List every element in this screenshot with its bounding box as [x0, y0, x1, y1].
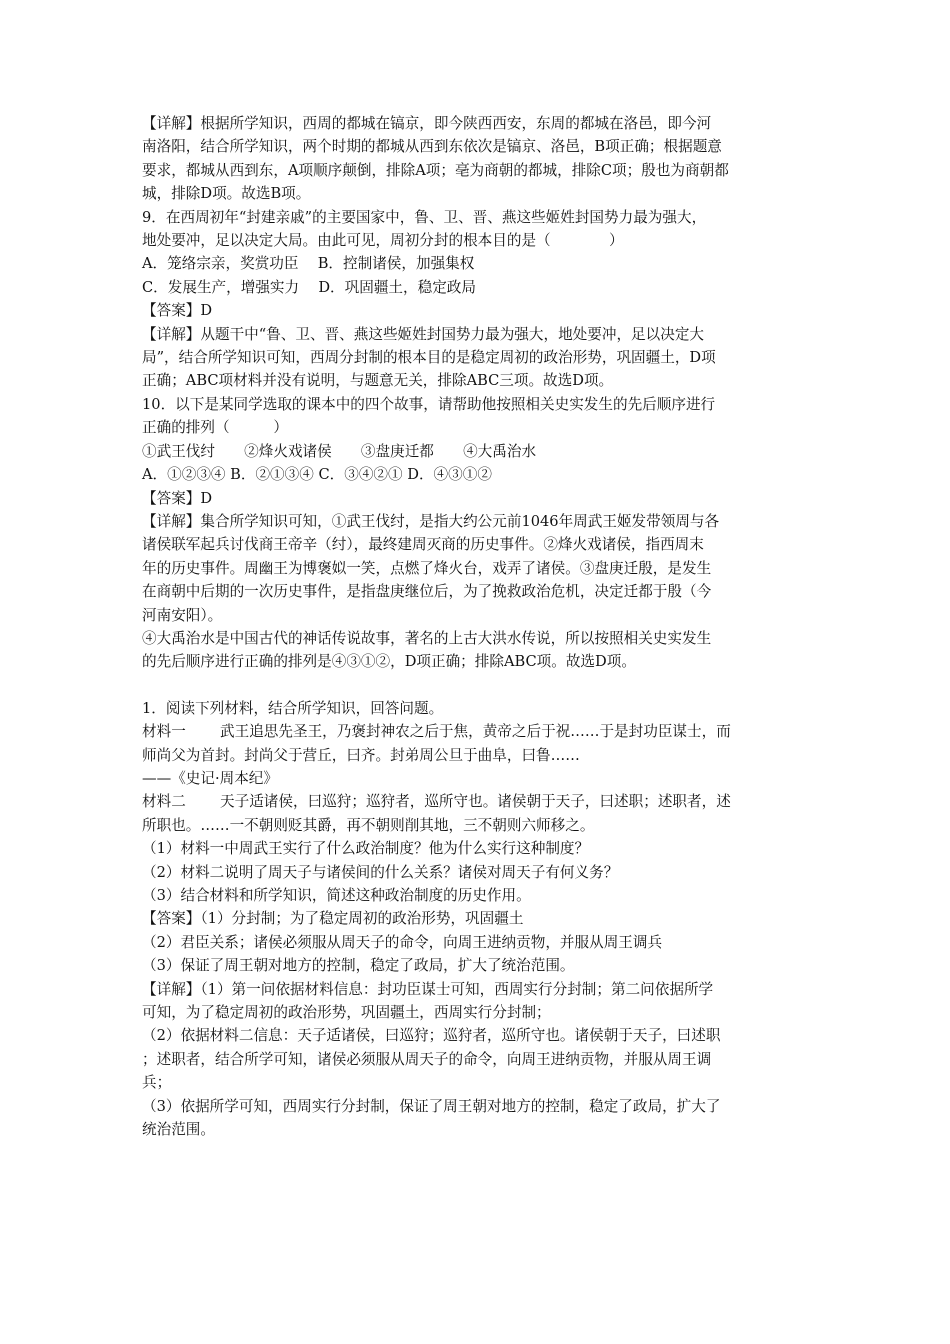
detail-line: ；述职者，结合所学可知，诸侯必须服从周天子的命令，向周王进纳贡物，并服从周王调: [142, 1050, 712, 1068]
material-1-source: ——《史记·周本纪》: [142, 769, 278, 787]
material-2-line: [142, 790, 822, 813]
answer-line: 【答案】D: [142, 302, 213, 320]
material-2-label: 材料二: [142, 793, 186, 811]
detail-line: 【详解】（1）第一问依据材料信息：封功臣谋士可知，西周实行分封制；第二问依据所学: [142, 980, 714, 998]
sub-question: （2）材料二说明了周天子与诸侯间的什么关系？诸侯对周天子有何义务？: [142, 863, 619, 881]
detail-line: 年的历史事件。周幽王为博褒姒一笑，点燃了烽火台，戏弄了诸侯。③盘庚迁殷，是发生: [142, 559, 712, 577]
document-page: [142, 112, 822, 1141]
material-1-label: 材料一: [142, 723, 186, 741]
option-line: A．笼络宗亲，奖赏功臣 B．控制诸侯，加强集权: [142, 255, 475, 273]
question-9: [142, 206, 822, 393]
material-1-text: 武王追思先圣王，乃褒封神农之后于焦，黄帝之后于祝……于是封功臣谋士，而: [220, 723, 731, 741]
answer-line: 【答案】D: [142, 489, 213, 507]
material-1-line: 师尚父为首封。封尚父于营丘，曰齐。封弟周公旦于曲阜，曰鲁……: [142, 746, 580, 764]
section-spacer: [142, 674, 822, 697]
detail-line: 兵；: [142, 1074, 172, 1092]
question-text: 9．在西周初年“封建亲戚”的主要国家中，鲁、卫、晋、燕这些姬姓封国势力最为强大，: [142, 208, 707, 226]
answer-line: （3）保证了周王朝对地方的控制，稳定了政局，扩大了统治范围。: [142, 957, 575, 975]
question-text: 正确的排列（ ）: [142, 419, 288, 437]
detail-line: 统治范围。: [142, 1121, 215, 1139]
material-2-line: 所职也。……一不朝则贬其爵，再不朝则削其地，三不朝则六师移之。: [142, 816, 595, 834]
sub-question: （3）结合材料和所学知识，简述这种政治制度的历史作用。: [142, 887, 531, 904]
detail-line: 的先后顺序进行正确的排列是④③①②，D项正确；排除ABC项。故选D项。: [142, 653, 636, 671]
detail-line: 在商朝中后期的一次历史事件，是指盘庚继位后，为了挽救政治危机，决定迁都于殷（今: [142, 583, 712, 601]
answer-line: 【答案】（1）分封制；为了稳定周初的政治形势，巩固疆土: [142, 910, 524, 928]
detail-line: 局”，结合所学知识可知，西周分封制的根本目的是稳定周初的政治形势，巩固疆土，D项: [142, 349, 716, 367]
option-line: A．①②③④ B．②①③④ C．③④②① D．④③①②: [142, 466, 492, 484]
detail-line: 诸侯联军起兵讨伐商王帝辛（纣），最终建周灭商的历史事件。②烽火戏诸侯，指西周末: [142, 536, 704, 554]
question-text: 地处要冲，足以决定大局。由此可见，周初分封的根本目的是（ ）: [142, 232, 624, 250]
material-question-1: [142, 697, 822, 1142]
detail-line: 【详解】从题干中“鲁、卫、晋、燕这些姬姓封国势力最为强大，地处要冲，足以决定大: [142, 325, 705, 343]
detail-line: 河南安阳）。: [142, 606, 223, 624]
sub-question: （1）材料一中周武王实行了什么政治制度？他为什么实行这种制度？: [142, 840, 590, 858]
stories-line: ①武王伐纣 ②烽火戏诸侯 ③盘庚迁都 ④大禹治水: [142, 442, 537, 460]
text-line: 要求，都城从西到东，A项顺序颠倒，排除A项；亳为商朝的都城，排除C项；殷也为商朝都: [142, 161, 729, 179]
q8-detail: [142, 112, 822, 206]
text-line: 南洛阳，结合所学知识，两个时期的都城从西到东依次是镐京、洛邑，B项正确；根据题意: [142, 138, 722, 156]
detail-line: （2）依据材料二信息：天子适诸侯，曰巡狩；巡狩者，巡所守也。诸侯朝于天子，曰述职: [142, 1027, 721, 1045]
detail-line: 【详解】集合所学知识可知，①武王伐纣，是指大约公元前1046年周武王姬发带领周与各: [142, 512, 720, 530]
option-line: C．发展生产，增强实力 D．巩固疆土，稳定政局: [142, 278, 476, 296]
question-text: 10．以下是某同学选取的课本中的四个故事，请帮助他按照相关史实发生的先后顺序进行: [142, 395, 716, 413]
question-10: [142, 393, 822, 674]
text-line: 【详解】根据所学知识，西周的都城在镐京，即今陕西西安，东周的都城在洛邑，即今河: [142, 115, 712, 132]
detail-line: 正确；ABC项材料并没有说明，与题意无关，排除ABC三项。故选D项。: [142, 372, 614, 390]
detail-line: 可知，为了稳定周初的政治形势，巩固疆土，西周实行分封制；: [142, 1004, 551, 1022]
text-line: 城，排除D项。故选B项。: [142, 185, 311, 203]
material-1-line: [142, 720, 822, 743]
detail-line: ④大禹治水是中国古代的神话传说故事，著名的上古大洪水传说，所以按照相关史实发生: [142, 629, 712, 647]
question-intro: 1．阅读下列材料，结合所学知识，回答问题。: [142, 699, 444, 717]
detail-line: （3）依据所学可知，西周实行分封制，保证了周王朝对地方的控制，稳定了政局，扩大了: [142, 1097, 721, 1115]
material-2-text: 天子适诸侯，曰巡狩；巡狩者，巡所守也。诸侯朝于天子，曰述职；述职者，述: [220, 793, 731, 811]
answer-line: （2）君臣关系；诸侯必须服从周天子的命令，向周王进纳贡物，并服从周王调兵: [142, 933, 663, 951]
